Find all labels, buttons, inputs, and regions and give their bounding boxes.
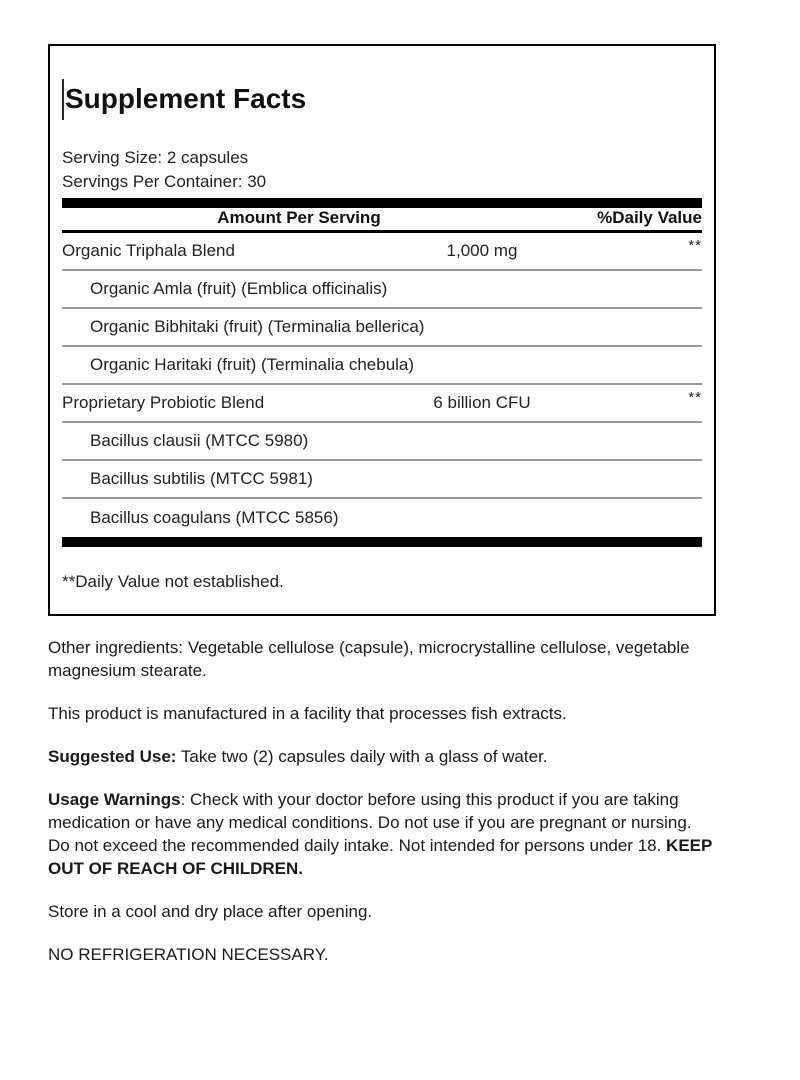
- ingredient-name: Organic Haritaki (fruit) (Terminalia chebula): [90, 355, 415, 374]
- keep-out-of-reach-text: KEEP OUT OF REACH OF CHILDREN.: [48, 836, 713, 878]
- ingredient-amount: 6 billion CFU: [433, 393, 531, 412]
- refrigeration-paragraph: [48, 943, 714, 966]
- usage-warnings-paragraph: [48, 788, 714, 880]
- ingredient-daily-value: **: [688, 236, 702, 254]
- suggested-use-paragraph: [48, 745, 714, 768]
- thick-divider-top: [62, 198, 702, 208]
- ingredient-name: Bacillus subtilis (MTCC 5981): [90, 469, 313, 488]
- facility-notice-paragraph: [48, 702, 714, 725]
- ingredient-daily-value: **: [688, 388, 702, 406]
- serving-size: Serving Size: 2 capsules: [62, 148, 249, 167]
- storage-paragraph: [48, 900, 714, 923]
- table-header: [62, 208, 702, 233]
- ingredient-name: Bacillus coagulans (MTCC 5856): [90, 508, 339, 527]
- usage-warnings-text: : Check with your doctor before using this product if you are taking medication or have any medical conditions. Do not use if you are pregnant or nursing. Do not exceed the recommended daily intake. Not intended for persons under 18.: [48, 790, 692, 855]
- table-row-amla: [62, 271, 702, 309]
- table-row-bacillus-clausii: [62, 423, 702, 461]
- table-row-triphala-blend: [62, 233, 702, 271]
- table-row-probiotic-blend: [62, 385, 702, 423]
- amount-per-serving-header: Amount Per Serving: [217, 208, 381, 227]
- storage-text: Store in a cool and dry place after opening.: [48, 902, 373, 921]
- suggested-use-label: Suggested Use:: [48, 747, 177, 766]
- table-row-haritaki: [62, 347, 702, 385]
- ingredient-name: Bacillus clausii (MTCC 5980): [90, 431, 309, 450]
- panel-title-row: [62, 82, 702, 118]
- table-row-bacillus-coagulans: [62, 499, 702, 537]
- text-caret: [62, 79, 64, 120]
- other-ingredients-paragraph: [48, 636, 714, 682]
- supplement-facts-panel: [48, 44, 716, 616]
- daily-value-header: %Daily Value: [597, 208, 702, 227]
- refrigeration-text: NO REFRIGERATION NECESSARY.: [48, 945, 329, 964]
- suggested-use-text: Take two (2) capsules daily with a glass of water.: [176, 747, 548, 766]
- other-ingredients-text: Other ingredients: Vegetable cellulose (capsule), microcrystalline cellulose, vegetable magnesium stearate.: [48, 638, 690, 680]
- serving-info: [62, 146, 702, 194]
- ingredient-amount: 1,000 mg: [446, 241, 518, 260]
- panel-title: Supplement Facts: [65, 83, 307, 114]
- usage-warnings-label: Usage Warnings: [48, 790, 181, 809]
- facility-notice-text: This product is manufactured in a facility that processes fish extracts.: [48, 704, 567, 723]
- table-row-bibhitaki: [62, 309, 702, 347]
- label-body-text: [48, 636, 714, 986]
- ingredient-name: Organic Triphala Blend: [62, 241, 235, 260]
- ingredient-name: Organic Bibhitaki (fruit) (Terminalia bellerica): [90, 317, 425, 336]
- servings-per-container: Servings Per Container: 30: [62, 172, 267, 191]
- thick-divider-bottom: [62, 537, 702, 547]
- ingredient-name: Proprietary Probiotic Blend: [62, 393, 265, 412]
- daily-value-footnote: **Daily Value not established.: [62, 572, 284, 591]
- ingredient-name: Organic Amla (fruit) (Emblica officinalis): [90, 279, 388, 298]
- table-row-bacillus-subtilis: [62, 461, 702, 499]
